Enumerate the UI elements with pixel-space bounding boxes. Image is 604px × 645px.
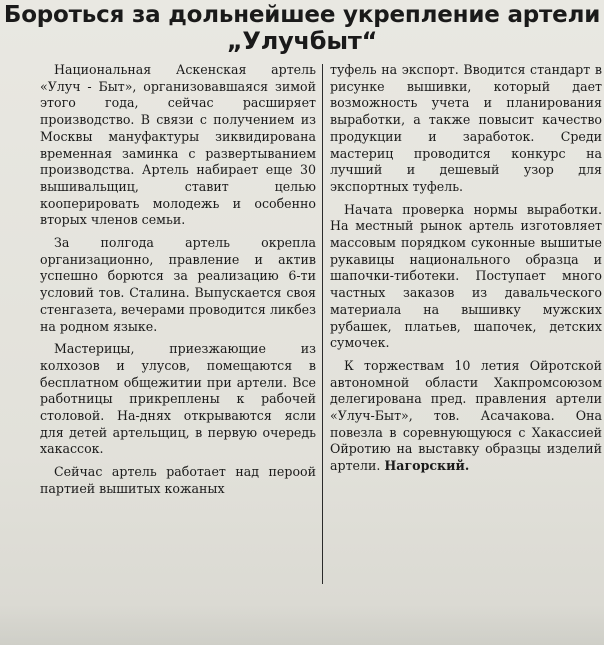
paragraph: Начата проверка нормы выработки. На местный рынок артель изготовляет массовым порядком суконные вышитые рукавицы национального образца и шапочки-тиботеки. Поступает много частных заказов из давальческого материала на вышивку мужских рубашек, платьев, шапочек, детских сумочек.	[330, 201, 602, 351]
paragraph: туфель на экспорт. Вводится стандарт в рисунке вышивки, который дает возможность учета и планирования выработки, а также повысит качество продукции и заработок. Среди мастериц проводится конкурс на лучший и дешевый узор для экспортных туфель.	[330, 62, 602, 194]
paragraph: Мастерицы, приезжающие из колхозов и улусов, помещаются в бесплатном общежитии при артели. Все работницы прикреплены к рабочей столовой. На-днях открываются ясли для детей артельщиц, в первую очередь хакассок.	[40, 341, 316, 457]
left-column	[40, 62, 316, 498]
article-headline	[0, 2, 604, 54]
torn-paper-edge	[0, 605, 604, 645]
paragraph: Сейчас артель работает над пероой партией вышитых кожаных	[40, 464, 316, 496]
author-signature: Нагорский.	[384, 458, 470, 474]
column-divider	[322, 64, 323, 584]
paragraph: За полгода артель окрепла организационно, правление и актив успешно борются за реализацию 6-ти условий тов. Сталина. Выпускается своя стенгазета, вечерами проводится ликбез на родном языке.	[40, 235, 316, 334]
right-column	[330, 62, 602, 475]
headline-line-2: „Улучбыт“	[226, 27, 378, 55]
paragraph	[330, 358, 602, 475]
headline-line-1: Бороться за дольнейшее укрепление артели	[3, 2, 601, 28]
paragraph: Национальная Аскенская артель «Улуч - Быт», организовавшаяся зимой этого года, сейчас расширяет производство. В связи с получением из Москвы мануфактуры зиквидирована временная заминка с развертыванием производства. Артель набирает еще 30 вышивальщиц, ставит целью кооперировать молодежь и особенно вторых членов семьи.	[40, 62, 316, 228]
paragraph-text: К торжествам 10 летия Ойротской автономной области Хакпромсоюзом делегирована пред. правления артели «Улуч-Быт», тов. Асачакова. Она повезла в соревнующуюся с Хакассией Ойротию на выставку образцы изделий артели.	[330, 357, 602, 474]
